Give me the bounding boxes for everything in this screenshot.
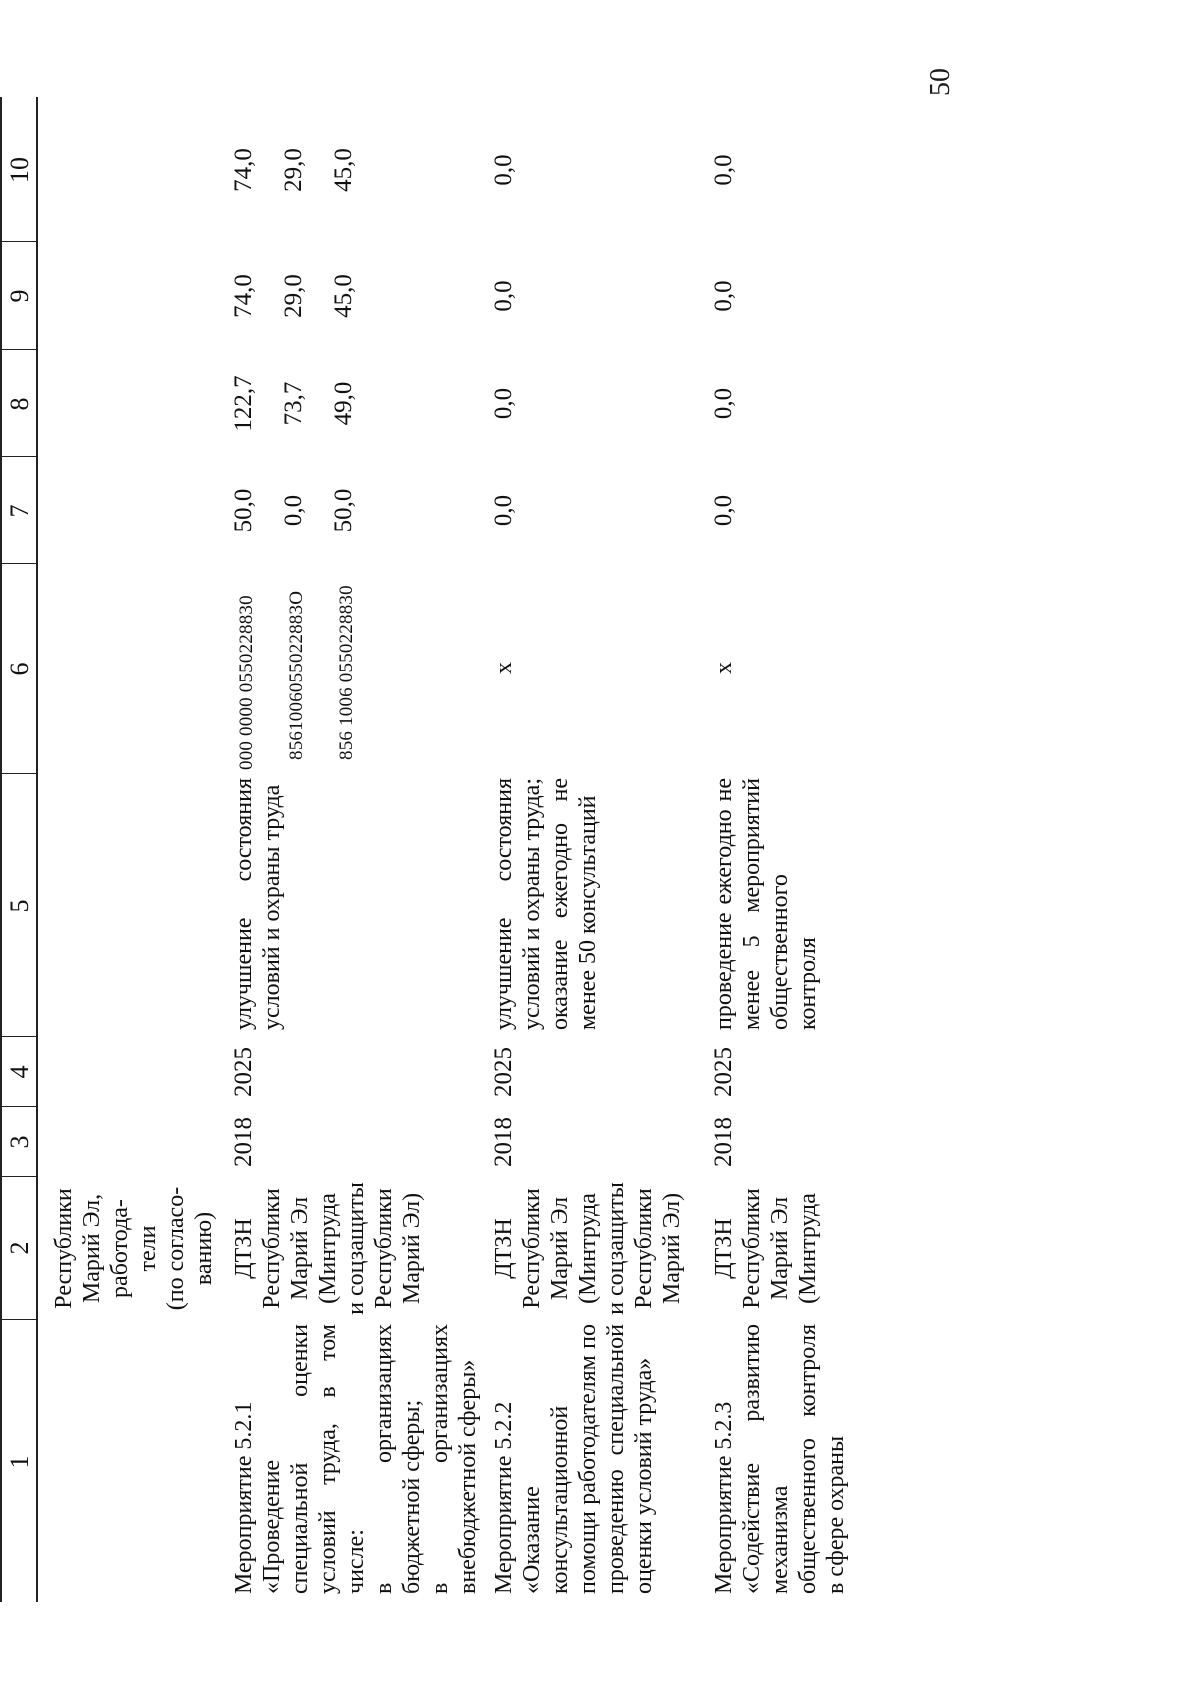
row1-value-9: 74,0	[230, 274, 257, 318]
header-divider	[0, 241, 38, 242]
column-header: 10	[5, 157, 34, 183]
column-header: 9	[5, 289, 34, 303]
row3-value-7: 0,0	[710, 494, 737, 527]
column-header: 7	[5, 504, 34, 518]
row1-value-8: 73,7	[280, 381, 307, 426]
row1-value-8: 122,7	[230, 375, 257, 432]
row2-measure: Мероприятие 5.2.2 «Оказание консультационной помощи работодателям по проведению специальной оценки условий труда»	[491, 1324, 657, 1594]
header-divider	[0, 1176, 38, 1177]
row3-value-10: 0,0	[710, 154, 737, 186]
row3-value-8: 0,0	[710, 387, 737, 420]
row2-value-8: 0,0	[490, 387, 517, 420]
header-divider	[0, 1106, 38, 1107]
row3-value-9: 0,0	[710, 280, 737, 312]
row1-value-9: 45,0	[330, 274, 357, 318]
row1-value-8: 49,0	[330, 381, 357, 426]
column-header: 5	[5, 899, 34, 913]
column-header: 6	[5, 662, 34, 676]
row1-measure: Мероприятие 5.2.1 «Проведение специальной оценки условий труда, в том числе: в организациях бюджетной сферы; в организациях внебюджетной сферы»	[231, 1324, 481, 1594]
row1-budget-code-budget: 8561006055022883О	[286, 590, 307, 760]
row1-executor: ДТЗН Республики Марий Эл (Минтруда и соцзащиты Республики Марий Эл)	[231, 1182, 425, 1315]
header-divider	[0, 773, 38, 774]
row2-executor: ДТЗН Республики Марий Эл (Минтруда и соцзащиты Республики Марий Эл)	[491, 1182, 685, 1315]
row2-value-9: 0,0	[490, 280, 517, 312]
header-bottom-rule	[36, 97, 38, 1602]
column-header: 2	[5, 1241, 34, 1255]
row3-budget-code: х	[711, 662, 737, 674]
continuation-executor: Республики Марий Эл, работода- тели (по согласо- ванию)	[51, 1186, 217, 1311]
row1-value-10: 45,0	[330, 148, 357, 192]
row3-result: проведение ежегодно не менее 5 мероприятий общественного контроля	[711, 778, 821, 1030]
header-divider	[0, 456, 38, 457]
row1-budget-code-total: 000 0000 0550228830	[236, 595, 257, 770]
page-number: 50	[925, 68, 956, 96]
row2-result: улучшение состояния условий и охраны труда; оказание ежегодно не менее 50 консультаций	[491, 778, 601, 1030]
row1-value-7: 50,0	[230, 488, 257, 533]
row2-start-year: 2018	[490, 1117, 517, 1167]
row3-measure: Мероприятие 5.2.3 «Содействие развитию механизма общественного контроля в сфере охраны	[711, 1324, 849, 1594]
row1-value-10: 74,0	[230, 148, 257, 192]
row3-executor: ДТЗН Республики Марий Эл (Минтруда	[711, 1188, 821, 1309]
row1-value-7: 0,0	[280, 494, 307, 527]
header-divider	[0, 1319, 38, 1320]
row2-end-year: 2025	[490, 1047, 517, 1097]
row1-value-7: 50,0	[330, 488, 357, 533]
row1-result: улучшение состояния условий и охраны труда	[231, 778, 285, 1030]
column-header: 4	[5, 1065, 34, 1079]
row1-start-year: 2018	[230, 1117, 257, 1167]
row3-start-year: 2018	[710, 1117, 737, 1167]
row1-value-9: 29,0	[280, 274, 307, 318]
column-header: 1	[5, 1455, 34, 1469]
row1-value-10: 29,0	[280, 148, 307, 192]
table-frame	[0, 97, 990, 1602]
header-divider	[0, 349, 38, 350]
column-header: 8	[5, 397, 34, 411]
row2-value-7: 0,0	[490, 494, 517, 527]
row3-end-year: 2025	[710, 1047, 737, 1097]
row1-end-year: 2025	[230, 1047, 257, 1097]
row1-budget-code-extra: 856 1006 0550228830	[336, 585, 357, 760]
row2-budget-code: х	[491, 662, 517, 674]
row2-value-10: 0,0	[490, 154, 517, 186]
header-divider	[0, 1036, 38, 1037]
header-divider	[0, 563, 38, 564]
header-top-rule	[0, 97, 2, 1602]
column-header: 3	[5, 1135, 34, 1149]
